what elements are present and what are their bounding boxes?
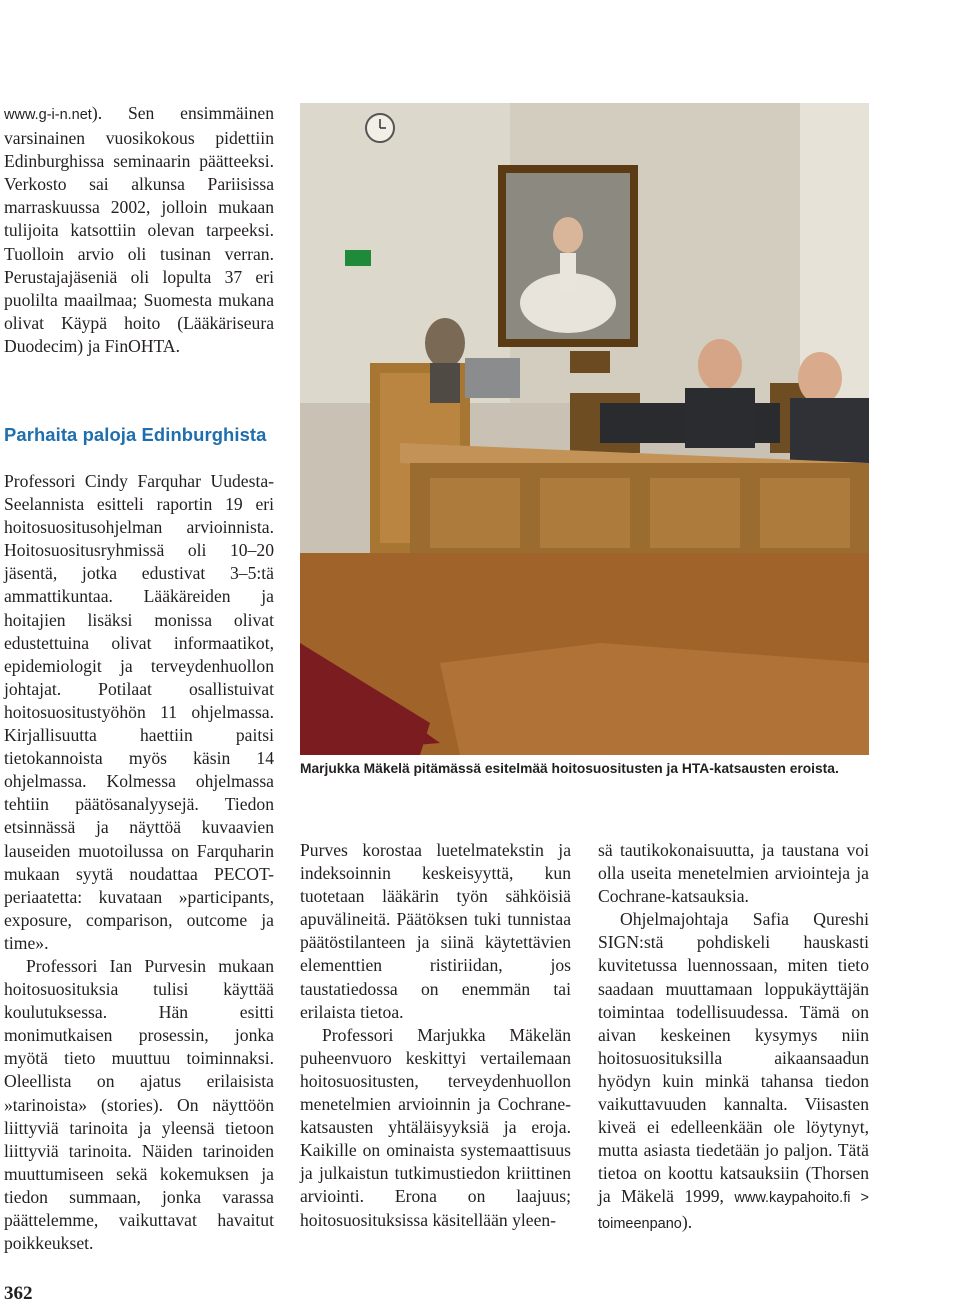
paragraph: Purves korostaa luetelmatekstin ja indeksoinnin keskeisyyttä, kun tuotetaan lääkärin työn sähköisiä apuvälineitä. Päätöksen tuki tunnistaa päätöstilanteen ja siinä käytettävien elementtien ristiriidan, jos taustatiedossa on enemmän tai erilaista tietoa. xyxy=(300,840,571,1022)
text-column-left-top xyxy=(4,102,274,358)
photo-caption: Marjukka Mäkelä pitämässä esitelmää hoitosuositusten ja HTA-katsausten eroista. xyxy=(300,761,839,776)
text-column-left-bottom xyxy=(4,470,274,1255)
paragraph-text: Ohjelmajohtaja Safia Qureshi SIGN:stä pohdiskeli hauskasti kuvitetussa luennossaan, miten tieto saadaan muuttamaan loppukäyttäjän toimintaa todellisuudessa. Tämä on aivan keskeinen kysymys niin hoitosuosituksilla aikaansaadun hyödyn kuin minkä tahansa tiedon vaikuttavuuden kannalta. Viisasten kiveä ei edelleenkään ole löytynyt, mutta asiasta tiedetään jo paljon. Tätä tietoa on koottu katsauksiin (Thorsen ja Mäkelä 1999, xyxy=(598,909,869,1207)
page-number: 362 xyxy=(4,1283,33,1304)
paragraph: Professori Marjukka Mäkelän puheenvuoro keskittyi vertailemaan hoitosuositusten, terveydenhuollon menetelmien arvioinnin ja Cochrane-katsausten yhtäläisyyksiä ja eroja. Kaikille on ominaista systemaattisuus ja julkaistun tutkimustiedon kriittinen arviointi. Erona on laajuus; hoitosuosituksissa käsitellään yleen- xyxy=(300,1024,571,1230)
text-column-middle xyxy=(300,839,571,1232)
paragraph xyxy=(4,102,274,358)
paragraph-text-end: ). xyxy=(681,1211,693,1232)
web-link[interactable]: www.kaypahoito.fi > toimeenpano xyxy=(598,1190,869,1232)
section-heading: Parhaita paloja Edinburghista xyxy=(4,424,267,445)
paragraph-text: ). Sen ensimmäinen varsinainen vuosikokous pidettiin Edinburghissa seminaarin päätteeksi. Verkosto sai alkunsa Pariisissa marraskuussa 2002, jolloin mukaan tulijoita katsottiin olevan tarpeeksi. Tuolloin arvio oli tusinan verran. Perustajajäseniä oli lopulta 37 eri puolilta maailmaa; Suomesta mukana olivat Käypä hoito (Lääkäriseura Duodecim) ja FinOHTA. xyxy=(4,103,274,356)
paragraph: Professori Ian Purvesin mukaan hoitosuosituksia tulisi käyttää koulutuksessa. Hän esitti monimutkaisen prosessin, jonka myötä tieto muuttuu toiminnaksi. Oleellista on ajatus erilaisista »tarinoista» (stories). On näyttöön liittyviä tarinoita ja yleensä tietoon liittyviä tarinoita. Näiden tarinoiden muuttumiseen sekä kokemuksen ja tiedon summaan, jonka varassa päättelemme, vaikuttavat havaitut poikkeukset. xyxy=(4,955,274,1254)
paragraph xyxy=(598,908,869,1235)
text-column-right xyxy=(598,839,869,1236)
web-link[interactable]: www.g-i-n.net xyxy=(4,107,92,123)
paragraph: sä tautikokonaisuutta, ja taustana voi olla useita menetelmien arviointeja ja Cochrane-katsauksia. xyxy=(598,840,869,907)
paragraph: Professori Cindy Farquhar Uudesta-Seelannista esitteli raportin 19 eri hoitosuositusohjelman arvioinnista. Hoitosuositusryhmissä oli 10–20 jäsentä, jotka edustivat 3–5:tä ammattikuntaa. Lääkäreiden ja hoitajien lisäksi monissa olivat edustettuina olivat informaatikot, epidemiologit ja terveydenhuollon johtajat. Potilaat osallistuivat hoitosuositustyöhön 11 ohjelmassa. Kirjallisuutta haettiin paitsi tietokannoista myös käsin 14 ohjelmassa. Kolmessa ohjelmassa tehtiin päätösanalyysejä. Tiedon etsinnässä ja näyttöä kuvaavien lauseiden muotoilussa on Farquharin mukaan syytä noudattaa PECOT-periaatetta: kuvataan »participants, exposure, comparison, outcome ja time». xyxy=(4,471,274,953)
conference-photo xyxy=(300,103,869,755)
